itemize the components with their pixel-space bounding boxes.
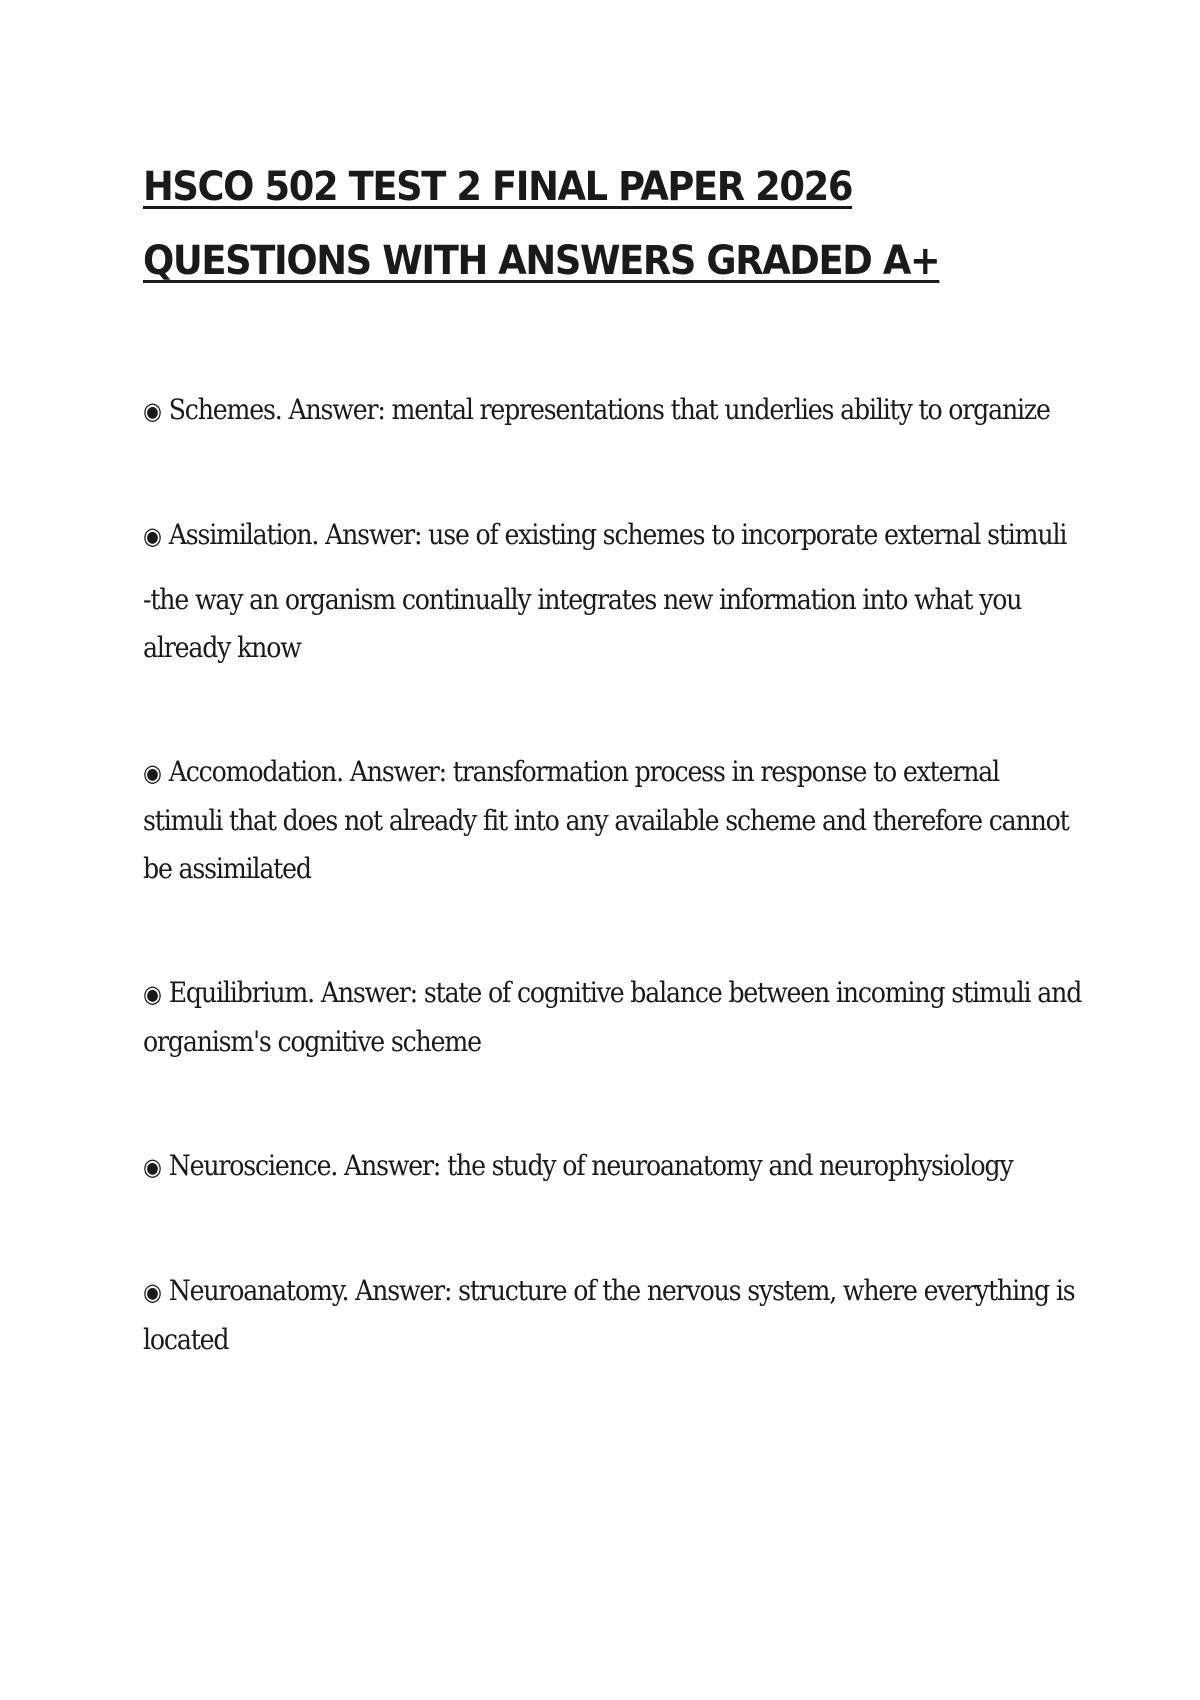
radio-bullet-icon: ◉	[143, 522, 162, 550]
qa-entry-accomodation	[143, 748, 1084, 893]
qa-entry-text	[143, 1142, 1084, 1191]
qa-entry-line: Accomodation. Answer: transformation process in response to external stimuli that does not already fit into any available scheme and therefore cannot be assimilated	[143, 755, 1069, 885]
qa-entry-text	[143, 511, 1084, 560]
qa-entry-text	[143, 386, 1084, 435]
qa-entry-neuroscience	[143, 1142, 1084, 1191]
qa-entry-line: Equilibrium. Answer: state of cognitive balance between incoming stimuli and organism's cognitive scheme	[143, 976, 1082, 1058]
qa-list	[143, 386, 1083, 1364]
qa-entry-line: Neuroanatomy. Answer: structure of the nervous system, where everything is located	[143, 1274, 1075, 1356]
radio-bullet-icon: ◉	[143, 980, 162, 1008]
title-line-2: QUESTIONS WITH ANSWERS GRADED A+	[143, 238, 940, 284]
qa-entry-text	[143, 1267, 1084, 1364]
qa-entry-line: Neuroscience. Answer: the study of neuroanatomy and neurophysiology	[168, 1149, 1013, 1182]
title-line-1: HSCO 502 TEST 2 FINAL PAPER 2026	[143, 164, 853, 210]
qa-entry-text	[143, 748, 1084, 893]
qa-entry-schemes	[143, 386, 1084, 435]
qa-entry-text	[143, 969, 1084, 1066]
qa-entry-neuroanatomy	[143, 1267, 1084, 1364]
document-title	[143, 150, 1081, 298]
qa-entry-equilibrium	[143, 969, 1084, 1066]
qa-entry-line: Schemes. Answer: mental representations that underlies ability to organize	[168, 393, 1050, 426]
qa-entry-assimilation	[143, 511, 1084, 672]
document-page	[143, 150, 1083, 1364]
radio-bullet-icon: ◉	[143, 1278, 162, 1306]
qa-entry-line: Assimilation. Answer: use of existing schemes to incorporate external stimuli	[168, 518, 1067, 551]
radio-bullet-icon: ◉	[143, 1153, 162, 1181]
radio-bullet-icon: ◉	[143, 397, 162, 425]
radio-bullet-icon: ◉	[143, 759, 162, 787]
qa-entry-continuation: -the way an organism continually integrates new information into what you already know	[143, 583, 1022, 664]
